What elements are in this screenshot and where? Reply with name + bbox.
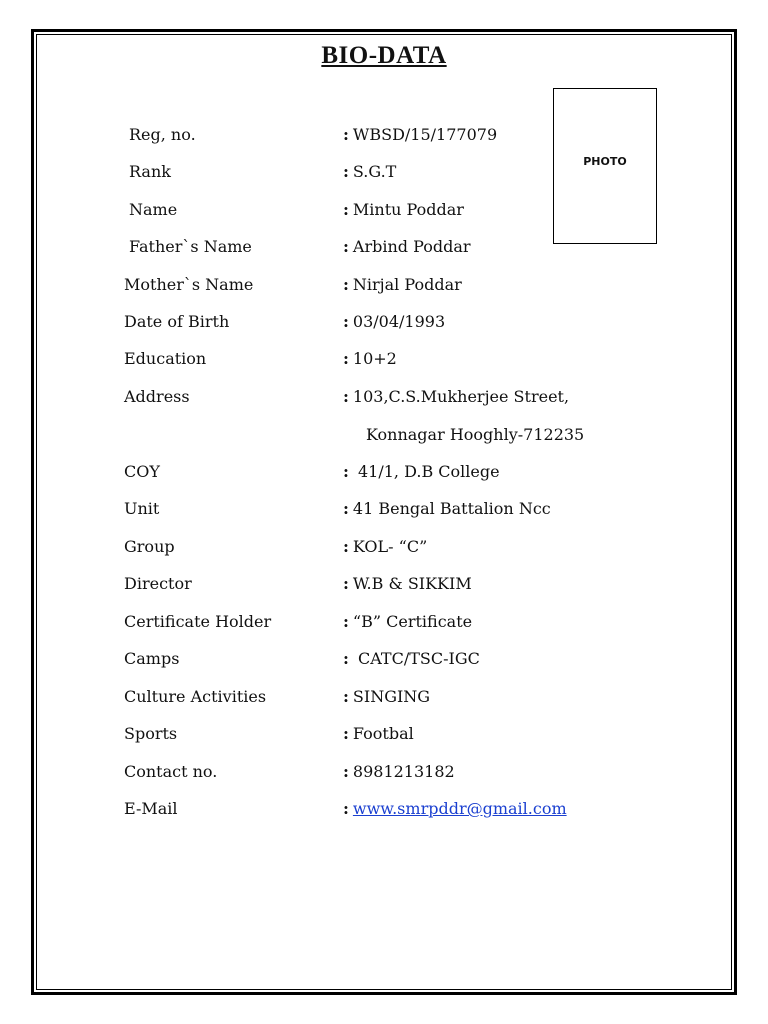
field-label: Culture Activities <box>124 687 267 706</box>
field-value: Mintu Poddar <box>352 200 464 219</box>
field-label: Contact no. <box>124 762 218 781</box>
field-label: COY <box>124 462 160 481</box>
field-label: Mother`s Name <box>124 275 254 294</box>
page-title: BIO-DATA <box>321 42 447 69</box>
field-label: Reg, no. <box>129 125 196 144</box>
field-label: Director <box>124 574 192 593</box>
photo-label: PHOTO <box>583 155 627 168</box>
field-value: W.B & SIKKIM <box>352 574 472 593</box>
field-value: CATC/TSC-IGC <box>352 649 480 668</box>
field-label: Date of Birth <box>124 312 230 331</box>
field-label: Education <box>124 349 207 368</box>
field-value: 10+2 <box>352 349 397 368</box>
field-value: Footbal <box>352 724 414 743</box>
field-value: 8981213182 <box>352 762 455 781</box>
field-value: SINGING <box>352 687 431 706</box>
field-label: Unit <box>124 499 160 518</box>
field-value: “B” Certificate <box>352 612 473 631</box>
field-label: Address <box>124 387 190 406</box>
photo-placeholder <box>553 88 657 244</box>
field-label: E-Mail <box>124 799 178 818</box>
field-label: Sports <box>124 724 178 743</box>
field-value: 41 Bengal Battalion Ncc <box>352 499 551 518</box>
address-continuation: Konnagar Hooghly-712235 <box>366 425 585 444</box>
field-value: Arbind Poddar <box>352 237 471 256</box>
field-label: Camps <box>124 649 180 668</box>
field-value: S.G.T <box>352 162 397 181</box>
field-value: 03/04/1993 <box>352 312 446 331</box>
email-link[interactable]: www.smrpddr@gmail.com <box>352 799 567 818</box>
field-value: 103,C.S.Mukherjee Street, <box>352 387 570 406</box>
field-value: Nirjal Poddar <box>352 275 462 294</box>
field-label: Name <box>129 200 178 219</box>
field-value: 41/1, D.B College <box>352 462 500 481</box>
field-label: Certificate Holder <box>124 612 272 631</box>
field-label: Father`s Name <box>129 237 252 256</box>
field-label: Rank <box>129 162 171 181</box>
field-value: KOL- “C” <box>352 537 428 556</box>
field-value: WBSD/15/177079 <box>352 125 498 144</box>
field-label: Group <box>124 537 175 556</box>
